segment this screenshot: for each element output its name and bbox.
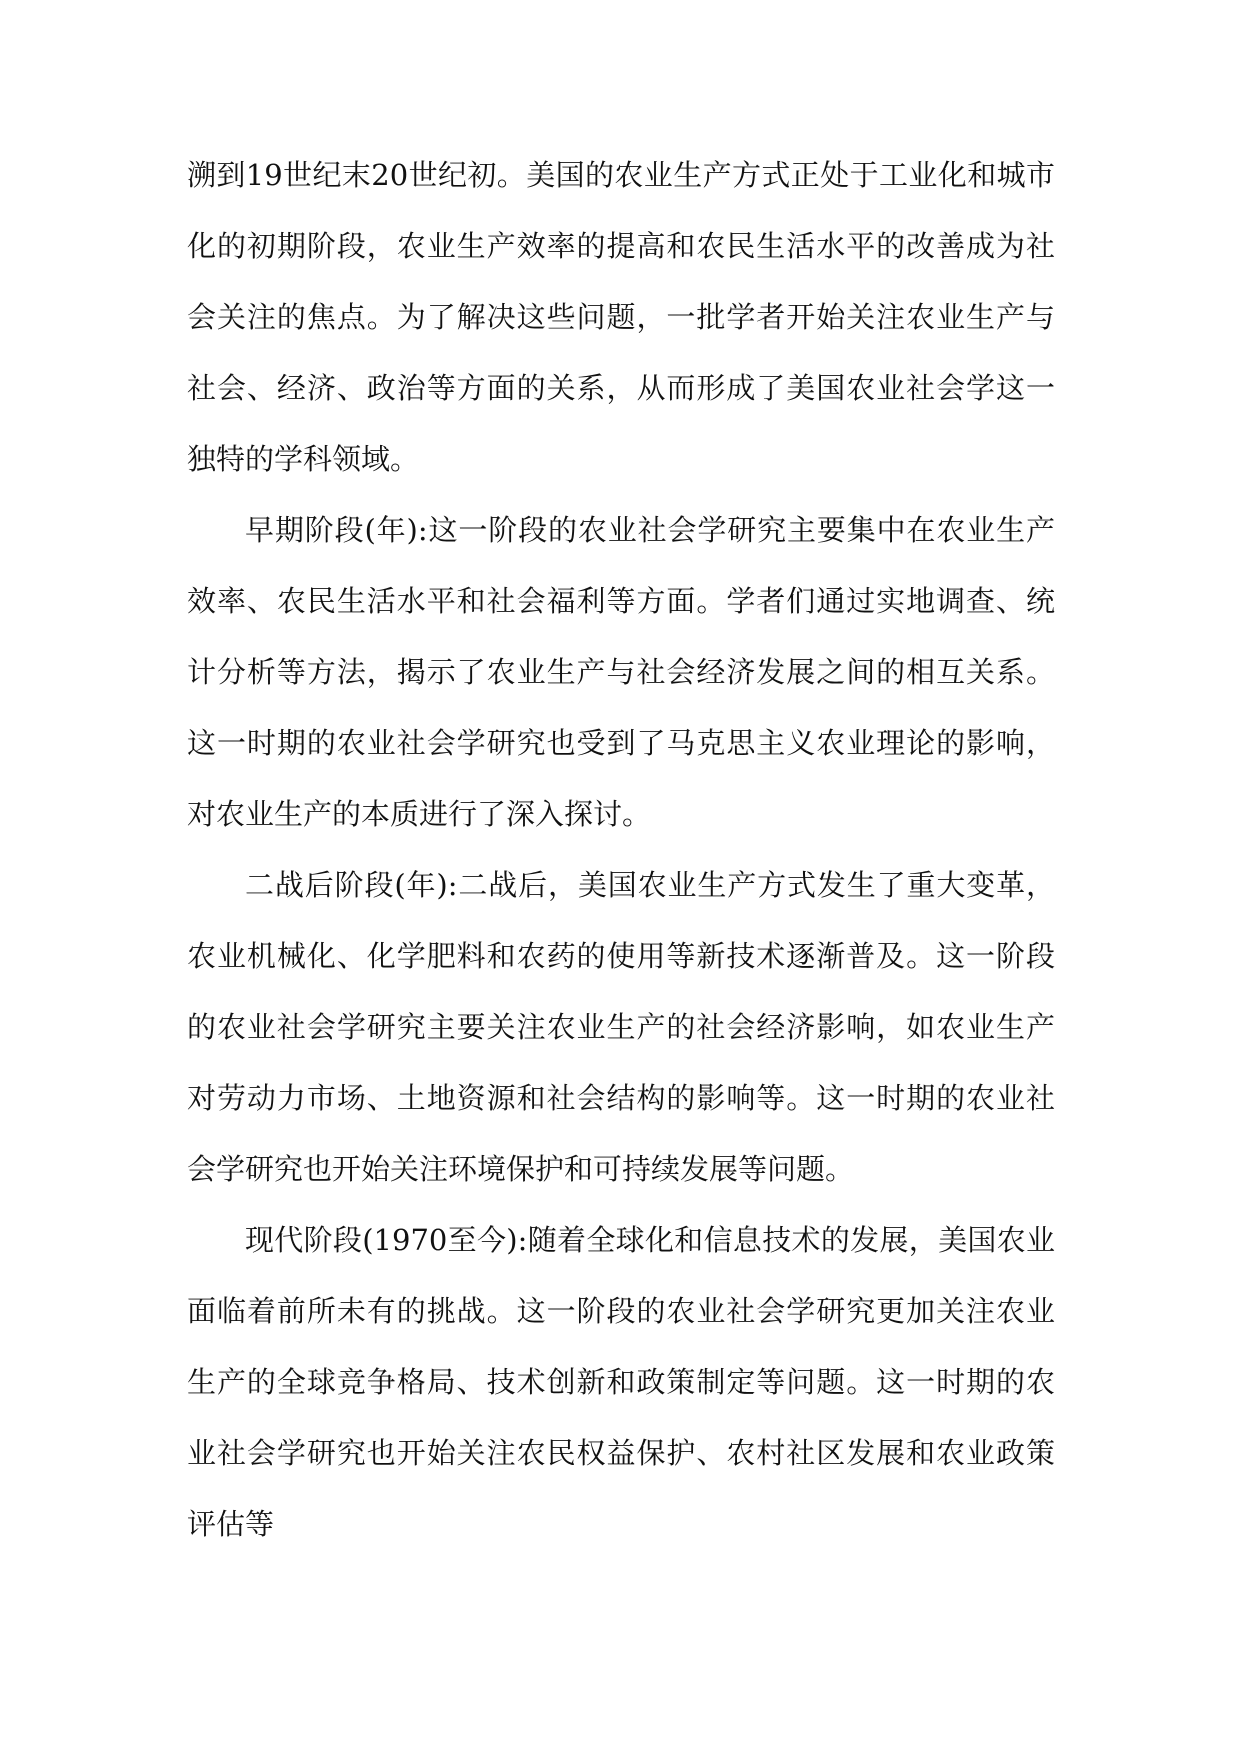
paragraph-modern-stage: 现代阶段(1970至今):随着全球化和信息技术的发展，美国农业面临着前所未有的挑战。这一阶段的农业社会学研究更加关注农业生产的全球竞争格局、技术创新和政策制定等问题。这一时期的农业社会学研究也开始关注农民权益保护、农村社区发展和农业政策评估等 xyxy=(187,1223,1055,1541)
paragraph-postwar-stage: 二战后阶段(年):二战后，美国农业生产方式发生了重大变革，农业机械化、化学肥料和农药的使用等新技术逐渐普及。这一阶段的农业社会学研究主要关注农业生产的社会经济影响，如农业生产对劳动力市场、土地资源和社会结构的影响等。这一时期的农业社会学研究也开始关注环境保护和可持续发展等问题。 xyxy=(187,868,1055,1186)
document-body xyxy=(187,140,1055,1560)
paragraph-early-stage: 早期阶段(年):这一阶段的农业社会学研究主要集中在农业生产效率、农民生活水平和社会福利等方面。学者们通过实地调查、统计分析等方法，揭示了农业生产与社会经济发展之间的相互关系。这一时期的农业社会学研究也受到了马克思主义农业理论的影响，对农业生产的本质进行了深入探讨。 xyxy=(187,513,1055,831)
paragraph-continued: 溯到19世纪末20世纪初。美国的农业生产方式正处于工业化和城市化的初期阶段，农业生产效率的提高和农民生活水平的改善成为社会关注的焦点。为了解决这些问题，一批学者开始关注农业生产与社会、经济、政治等方面的关系，从而形成了美国农业社会学这一独特的学科领域。 xyxy=(187,158,1055,476)
